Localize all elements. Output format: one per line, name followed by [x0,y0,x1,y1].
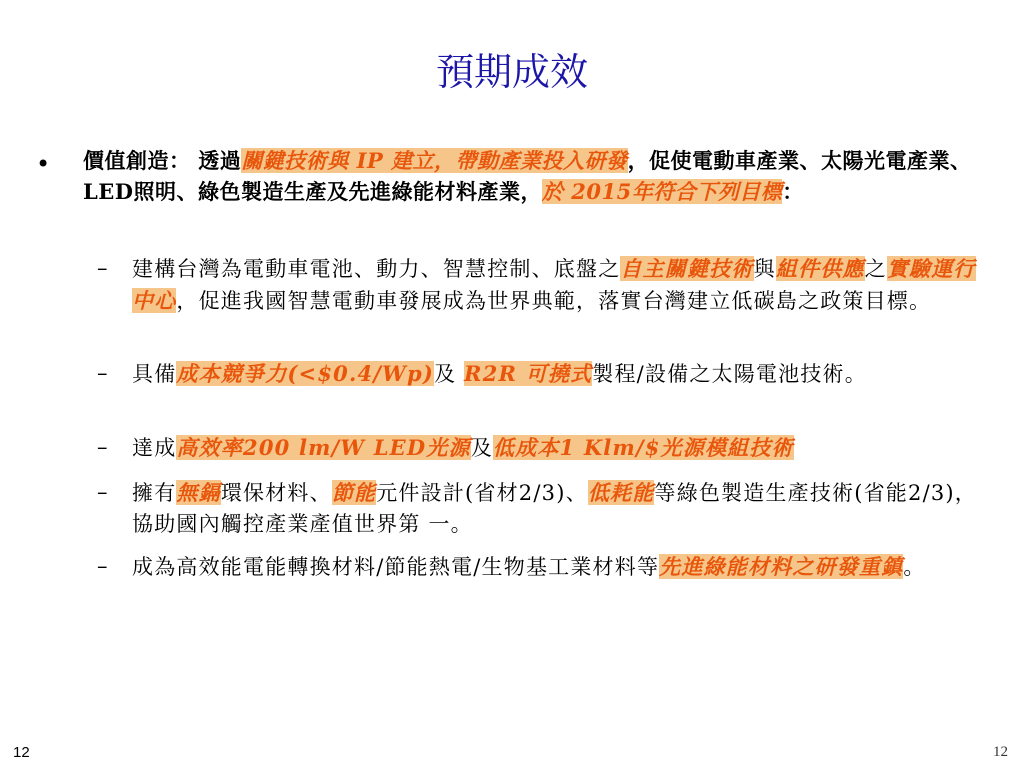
sub-item-1 [132,253,982,317]
main-bullet-highlight-2: 於 2015年符合下列目標 [541,179,783,204]
highlighted-phrase: 節能 [331,480,377,505]
sub-item-text: ，促進我國智慧電動車發展成為世界典範，落實台灣建立低碳島之政策目標。 [176,289,932,313]
sub-item-text: 元件設計(省材2/3)、 [376,481,588,505]
sub-item-text: 環保材料、 [220,481,332,505]
sub-item-3 [132,432,982,464]
main-bullet-text3: ： [782,179,804,204]
highlighted-phrase: R2R 可撓式 [464,361,593,386]
sub-item-text: 達成 [132,436,177,460]
sub-item-text: 。 [903,555,926,579]
sub-item-marker: – [97,256,108,280]
page-number-left: 12 [13,744,30,761]
sub-item-marker: – [97,554,108,578]
main-bullet-text2: ，促使電動車產業、太陽光電產業、LED照明、綠色製造生產及先進綠能材料產業， [83,148,972,204]
sub-item-marker: – [97,480,108,504]
sub-item-text: 與 [753,257,776,281]
highlighted-phrase: 無鎘 [176,480,221,505]
sub-item-text: 等綠色製造生產技術(省能2/3)，協助國內觸控產業產值世界第 一。 [132,481,978,536]
highlighted-phrase: 組件供應 [775,256,865,281]
page-number-right: 12 [993,744,1008,760]
sub-item-text: 及 [470,436,493,460]
sub-item-2 [132,358,982,390]
sub-item-text: 之 [864,257,887,281]
slide-title: 預期成效 [435,50,588,94]
sub-item-text: 成為高效能電能轉換材料/節能熱電/生物基工業材料等 [132,555,660,579]
highlighted-phrase: 實驗運行中心 [132,256,976,313]
highlighted-phrase: 成本競爭力(<$0.4/Wp) [176,361,434,386]
highlighted-phrase: 先進綠能材料之研發重鎮 [659,554,904,579]
main-bullet-highlight-1: 關鍵技術與 IP 建立，帶動產業投入研發 [241,148,628,173]
sub-item-text: 擁有 [132,481,177,505]
sub-item-text: 建構台灣為電動車電池、動力、智慧控制、底盤之 [132,257,621,281]
highlighted-phrase: 高效率200 lm/W LED光源 [176,435,471,460]
sub-item-text: 及 [433,362,465,386]
main-bullet-text [83,145,988,207]
main-bullet-prefix: 價值創造： [83,148,191,173]
sub-item-text: 製程/設備之太陽電池技術。 [592,362,867,386]
sub-item-text: 具備 [132,362,177,386]
main-bullet-text1: 透過 [190,148,242,173]
bullet-marker: • [36,150,51,178]
highlighted-phrase: 自主關鍵技術 [620,256,754,281]
highlighted-phrase: 低成本1 Klm/$光源模組技術 [492,435,794,460]
sub-item-marker: – [97,361,108,385]
sub-item-marker: – [97,435,108,459]
highlighted-phrase: 低耗能 [587,480,655,505]
sub-item-4 [132,477,982,540]
sub-item-5 [132,551,982,583]
